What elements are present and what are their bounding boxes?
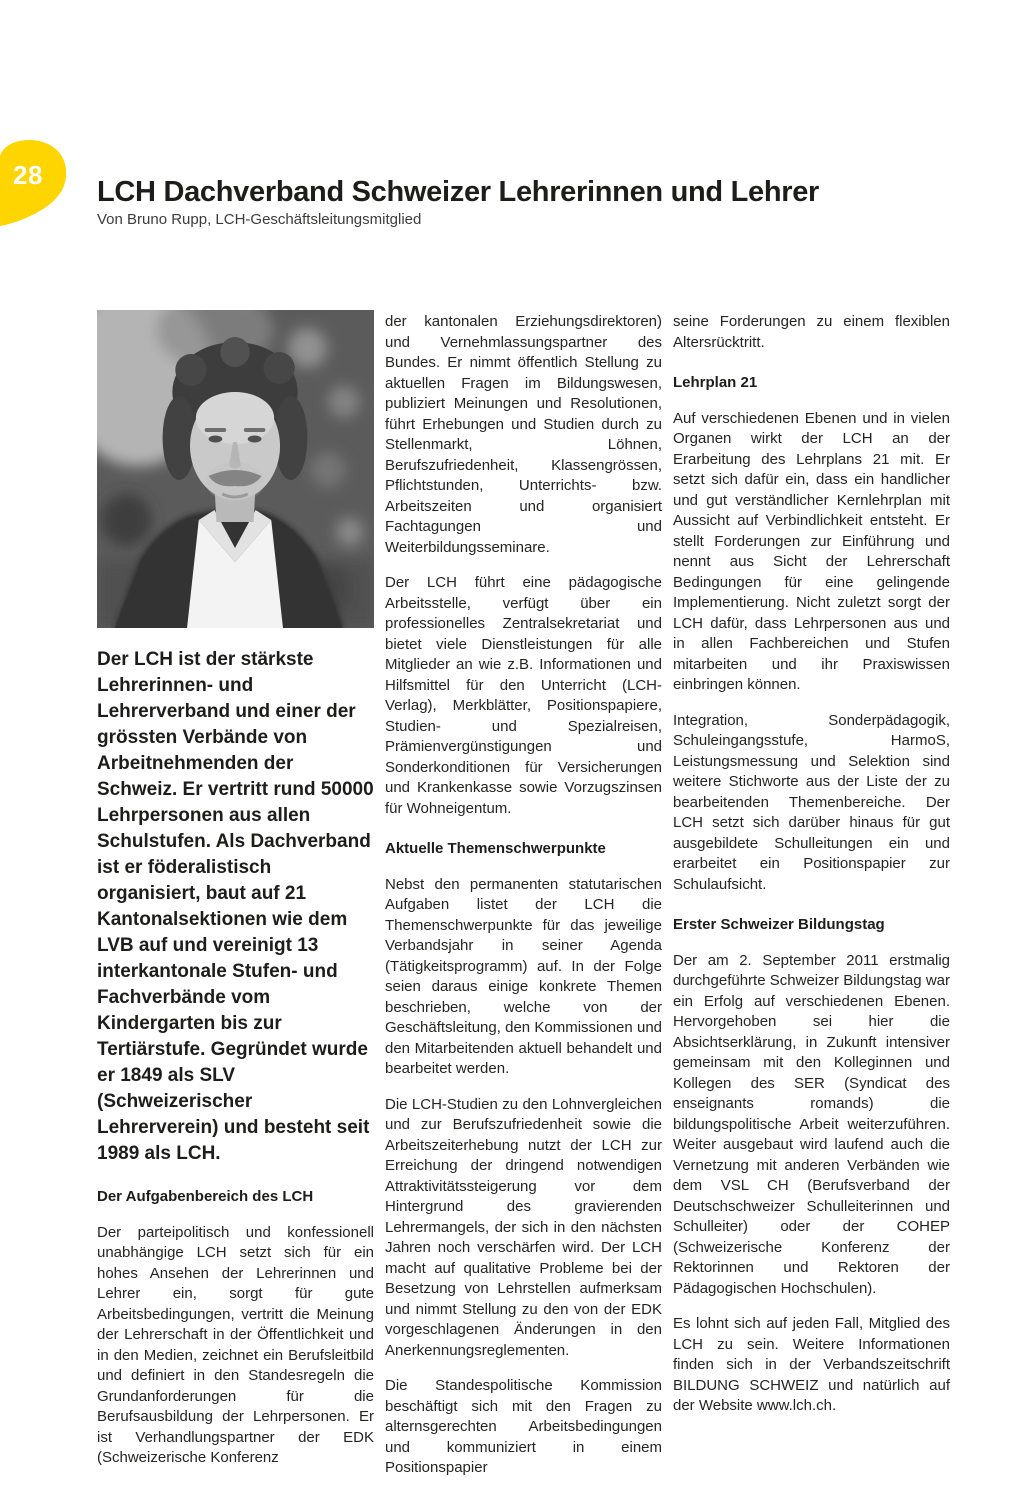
section-heading-aufgabenbereich: Der Aufgabenbereich des LCH	[97, 1188, 314, 1205]
section-heading-bildungstag: Erster Schweizer Bildungstag	[673, 916, 885, 933]
paragraph: der kantonalen Erziehungsdirektoren) und Vernehmlassungspartner des Bundes. Er nimmt öffentlich Stellung zu aktuellen Fragen im Bildungswesen, publiziert Meinungen und Resolutionen, führt Erhebungen und Studien durch zu Stellenmarkt, Löhnen, Berufszufriedenheit, Klassengrössen, Pflichtstunden, Unterrichts- bzw. Arbeitszeiten und organisiert Fachtagungen und Weiterbildungsseminare.	[385, 313, 662, 556]
page-title: LCH Dachverband Schweizer Lehrerinnen und Lehrer	[97, 176, 820, 209]
section-heading-lehrplan-21: Lehrplan 21	[673, 374, 758, 391]
column-2	[385, 310, 662, 1494]
paragraph: Der parteipolitisch und konfessionell unabhängige LCH setzt sich für ein hohes Ansehen der Lehrerinnen und Lehrer ein, sorgt für gute Arbeitsbedingungen, vertritt die Meinung der Lehrerschaft in der Öffentlichkeit und in den Medien, zeichnet ein Berufsleitbild und definiert in den Standesregeln die Grundanforderungen für die Berufsausbildung der Lehrpersonen. Er ist Verhandlungspartner der EDK (Schweizerische Konferenz	[97, 1223, 374, 1466]
paragraph: Die LCH-Studien zu den Lohnvergleichen und zur Berufszufriedenheit sowie die Arbeitszeiterhebung nutzt der LCH zur Erreichung der dringend notwendigen Attraktivitätssteigerung vor dem Hintergrund des gravierenden Lehrermangels, der sich in den nächsten Jahren noch verschärfen wird. Der LCH macht auf qualitative Probleme bei der Besetzung von Lehrstellen aufmerksam und nimmt Stellung zu den von der EDK vorgeschlagenen Änderungen in den Anerkennungsreglementen.	[385, 1095, 662, 1359]
page-number: 28	[13, 160, 43, 190]
column-1	[97, 310, 374, 1494]
paragraph: Es lohnt sich auf jeden Fall, Mitglied des LCH zu sein. Weitere Informationen finden sich in der Verbandszeitschrift BILDUNG SCHWEIZ und natürlich auf der Website www.lch.ch.	[673, 1315, 950, 1414]
column-3	[673, 310, 950, 1494]
paragraph: seine Forderungen zu einem flexiblen Altersrücktritt.	[673, 313, 950, 351]
paragraph: Der LCH führt eine pädagogische Arbeitsstelle, verfügt über ein professionelles Zentralsekretariat und bietet viele Dienstleistungen für alle Mitglieder an wie z.B. Informationen und Hilfsmittel für den Unterricht (LCH-Verlag), Merkblätter, Positionspapiere, Studien- und Spezialreisen, Prämienvergünstigungen und Sonderkonditionen für Versicherungen und Krankenkasse sowie Vorzugszinsen für Wohneigentum.	[385, 574, 662, 817]
section-heading-themenschwerpunkte: Aktuelle Themenschwerpunkte	[385, 840, 606, 857]
portrait-photo	[97, 310, 374, 628]
lede-paragraph: Der LCH ist der stärkste Lehrerinnen- und Lehrerverband und einer der grössten Verbände von Arbeitnehmenden der Schweiz. Er vertritt rund 50000 Lehrpersonen aus allen Schulstufen. Als Dachverband ist er föderalistisch organisiert, baut auf 21 Kantonalsektionen wie dem LVB auf und vereinigt 13 interkantonale Stufen- und Fachverbände vom Kindergarten bis zur Tertiärstufe. Gegründet wurde er 1849 als SLV (Schweizerischer Lehrerverein) und besteht seit 1989 als LCH.	[97, 649, 374, 1164]
paragraph: Auf verschiedenen Ebenen und in vielen Organen wirkt der LCH an der Erarbeitung des Lehrplans 21 mit. Er setzt sich dafür ein, dass ein handlicher und gut verständlicher Kernlehrplan mit Aussicht auf Verbindlichkeit entsteht. Er stellt Forderungen zur Einführung und nennt aus Sicht der Lehrerschaft Bedingungen für eine gelingende Implementierung. Nicht zuletzt sorgt der LCH dafür, dass Lehrpersonen aus und in allen Fachbereichen und Stufen mitarbeiten und ihr Praxiswissen einbringen können.	[673, 409, 950, 693]
article-columns	[97, 310, 950, 1494]
paragraph: Nebst den permanenten statutarischen Aufgaben listet der LCH die Themenschwerpunkte für das jeweilige Verbandsjahr in seiner Agenda (Tätigkeitsprogramm) auf. In der Folge seien daraus einige konkrete Themen beschrieben, welche von der Geschäftsleitung, den Kommissionen und den Mitarbeitenden aktuell behandelt und bearbeitet werden.	[385, 875, 662, 1077]
paragraph: Integration, Sonderpädagogik, Schuleingangsstufe, HarmoS, Leistungsmessung und Selektion sind weitere Stichworte aus der Liste der zu bearbeitenden Themenbereiche. Der LCH setzt sich darüber hinaus für gut ausgebildete Schulleitungen ein und erarbeitet ein Positionspapier zur Schulaufsicht.	[673, 711, 950, 893]
page-number-badge	[0, 140, 70, 226]
paragraph: Der am 2. September 2011 erstmalig durchgeführte Schweizer Bildungstag war ein Erfolg auf verschiedenen Ebenen. Hervorgehoben sei hier die Absichtserklärung, in Zukunft intensiver gemeinsam mit den Kolleginnen und Kollegen des SER (Syndicat des enseignants romands) die bildungspolitische Arbeit weiterzuführen. Weiter ausgebaut wird laufend auch die Vernetzung mit anderen Verbänden wie dem VSL CH (Berufsverband der Deutschschweizer Schulleiterinnen und Schulleiter) oder der COHEP (Schweizerische Konferenz der Rektorinnen und Rektoren der Pädagogischen Hochschulen).	[673, 951, 950, 1297]
byline: Von Bruno Rupp, LCH-Geschäftsleitungsmitglied	[97, 211, 422, 228]
paragraph: Die Standespolitische Kommission beschäftigt sich mit den Fragen zu alternsgerechten Arbeitsbedingungen und kommuniziert in einem Positionspapier	[385, 1377, 662, 1476]
